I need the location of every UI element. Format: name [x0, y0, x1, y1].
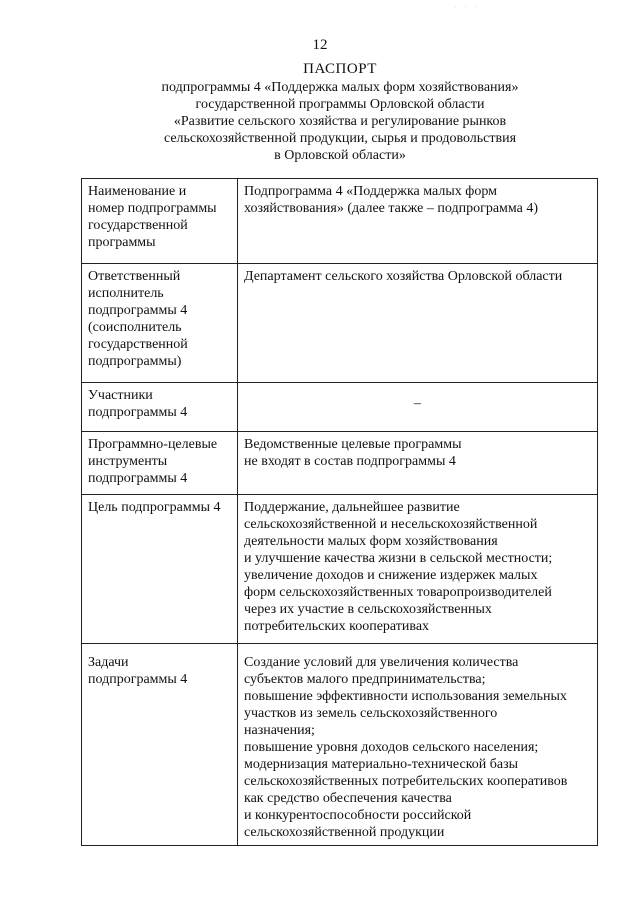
table-row-executor: [82, 264, 598, 383]
row-value: [238, 179, 598, 264]
value-line: через их участие в сельскохозяйственных: [244, 602, 492, 617]
value-line: сельскохозяйственной и несельскохозяйственной: [244, 517, 538, 532]
row-label: [82, 432, 238, 495]
value-line: субъектов малого предпринимательства;: [244, 672, 486, 687]
value-line: деятельности малых форм хозяйствования: [244, 534, 498, 549]
row-value: [238, 495, 598, 644]
value-line: повышение эффективности использования земельных: [244, 689, 567, 704]
label-line: (соисполнитель: [88, 320, 182, 335]
label-line: Наименование и: [88, 184, 187, 199]
row-value: [238, 432, 598, 495]
value-line: и конкурентоспособности российской: [244, 808, 472, 823]
label-line: государственной: [88, 218, 188, 233]
value-line: потребительских кооперативах: [244, 619, 430, 634]
value-line: Создание условий для увеличения количества: [244, 655, 519, 670]
table-row-participants: [82, 383, 598, 432]
label-line: подпрограммы 4: [88, 303, 188, 318]
row-value: [238, 383, 598, 432]
label-line: исполнитель: [88, 286, 164, 301]
label-line: подпрограммы 4: [88, 672, 188, 687]
value-line: Ведомственные целевые программы: [244, 437, 462, 452]
table-row-goal: [82, 495, 598, 644]
row-label: [82, 495, 238, 644]
value-line: назначения;: [244, 723, 315, 738]
table-row-name: [82, 179, 598, 264]
heading-line: в Орловской области»: [274, 148, 406, 163]
label-line: Программно-целевые: [88, 437, 218, 452]
document-heading: [80, 60, 600, 164]
value-line: Подпрограмма 4 «Поддержка малых форм: [244, 184, 497, 199]
value-line: увеличение доходов и снижение издержек малых: [244, 568, 538, 583]
value-line: форм сельскохозяйственных товаропроизводителей: [244, 585, 552, 600]
label-line: программы: [88, 235, 156, 250]
value-line: участков из земель сельскохозяйственного: [244, 706, 498, 721]
label-line: подпрограммы 4: [88, 471, 188, 486]
page-number: 12: [312, 37, 328, 53]
value-line: и улучшение качества жизни в сельской местности;: [244, 551, 553, 566]
label-line: Участники: [88, 388, 153, 403]
row-label: [82, 644, 238, 846]
table-row-tasks: [82, 644, 598, 846]
label-line: подпрограммы): [88, 354, 182, 369]
heading-line: государственной программы Орловской области: [195, 97, 485, 112]
value-line: не входят в состав подпрограммы 4: [244, 454, 456, 469]
heading-line: «Развитие сельского хозяйства и регулирование рынков: [173, 114, 507, 129]
row-label: [82, 383, 238, 432]
label-line: Ответственный: [88, 269, 181, 284]
value-line: Поддержание, дальнейшее развитие: [244, 500, 460, 515]
heading-line: сельскохозяйственной продукции, сырья и продовольствия: [163, 131, 517, 146]
document-title: ПАСПОРТ: [303, 61, 377, 77]
value-line: сельскохозяйственной продукции: [244, 825, 445, 840]
value-line: хозяйствования» (далее также – подпрограмма 4): [244, 201, 539, 216]
label-line: Задачи: [88, 655, 129, 670]
row-value: [238, 264, 598, 383]
value-line: как средство обеспечения качества: [244, 791, 452, 806]
label-line: инструменты: [88, 454, 168, 469]
value-line: Департамент сельского хозяйства Орловской области: [244, 269, 563, 284]
row-value: [238, 644, 598, 846]
label-line: подпрограммы 4: [88, 405, 188, 420]
table-row-instruments: [82, 432, 598, 495]
scan-artifact-mark: · · ·: [454, 3, 481, 12]
row-label: [82, 179, 238, 264]
value-line: сельскохозяйственных потребительских кооперативов: [244, 774, 568, 789]
label-line: государственной: [88, 337, 188, 352]
label-line: номер подпрограммы: [88, 201, 217, 216]
value-line: –: [414, 396, 421, 411]
heading-line: подпрограммы 4 «Поддержка малых форм хозяйствования»: [161, 80, 519, 95]
row-label: [82, 264, 238, 383]
label-line: Цель подпрограммы 4: [88, 500, 221, 515]
value-line: модернизация материально-технической базы: [244, 757, 519, 772]
passport-table: [81, 178, 598, 846]
value-line: повышение уровня доходов сельского населения;: [244, 740, 539, 755]
